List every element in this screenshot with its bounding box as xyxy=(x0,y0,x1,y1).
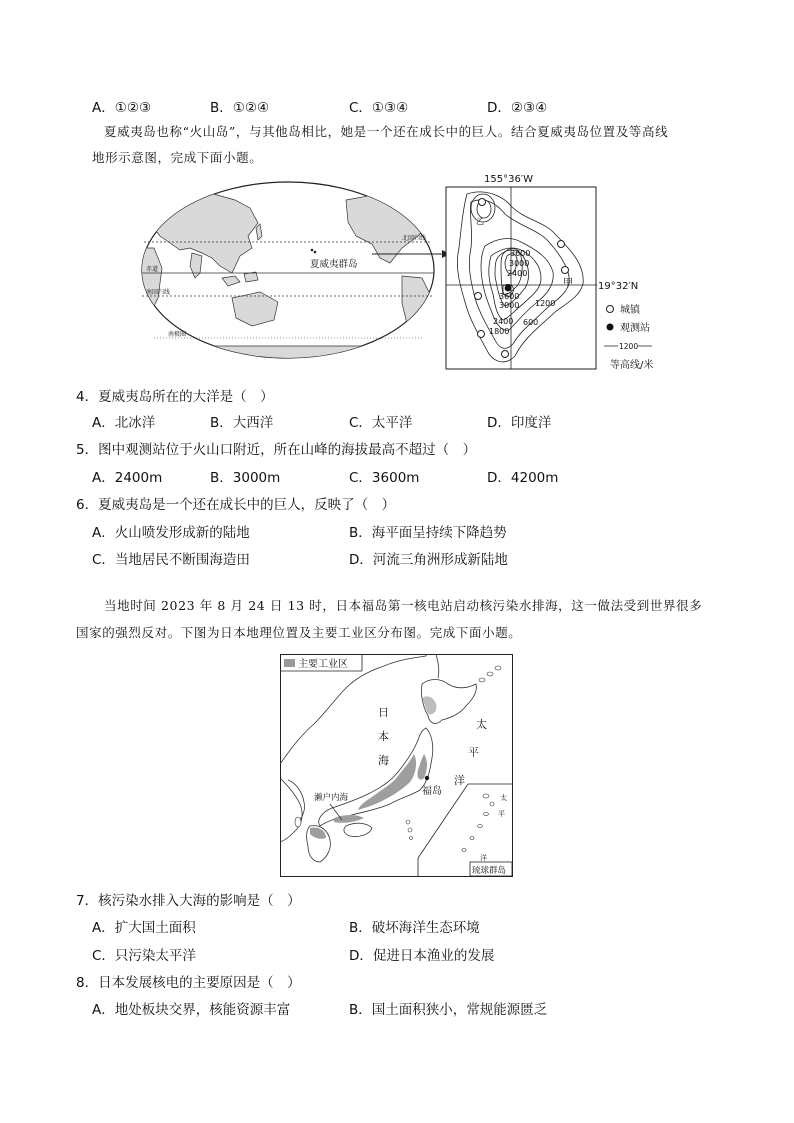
latitude-label: 19°32′N xyxy=(598,281,639,292)
q6-option-b: B．海平面呈持续下降趋势 xyxy=(349,525,507,541)
legend-industrial-zone: 主要工业区 xyxy=(298,659,348,670)
intro2-line2: 国家的强烈反对。下图为日本地理位置及主要工业区分布图。完成下面小题。 xyxy=(76,625,522,640)
q4-option-a: A．北冰洋 xyxy=(92,415,156,431)
contour-level-3000: 3000 xyxy=(509,259,530,268)
contour-level-3600b: 3600 xyxy=(499,292,520,301)
pacific-char-3: 洋 xyxy=(454,774,465,787)
label-antarctic-circle: 南极圈 xyxy=(168,331,187,338)
q6-option-a: A．火山喷发形成新的陆地 xyxy=(92,525,250,541)
label-equator: 赤道 xyxy=(146,266,159,273)
q6-option-d: D．河流三角洲形成新陆地 xyxy=(349,552,508,568)
option-a: A．①②③ xyxy=(92,100,152,116)
japan-map xyxy=(280,654,513,877)
intro2-line1: 当地时间 2023 年 8 月 24 日 13 时，日本福岛第一核电站启动核污染水排海，这一做法受到世界很多 xyxy=(104,598,703,613)
q4-option-d: D．印度洋 xyxy=(487,415,552,431)
label-tropic-north: 北回归线 xyxy=(402,235,427,242)
q5-option-a: A．2400m xyxy=(92,470,163,486)
station-legend-icon xyxy=(607,324,614,331)
label-jia: 甲 xyxy=(563,278,573,289)
question-7: 7．核污染水排入大海的影响是（ ） xyxy=(76,893,301,909)
contour-map xyxy=(445,186,597,370)
sea-of-japan-char-1: 日 xyxy=(378,706,389,719)
contour-level-1200: 1200 xyxy=(535,299,556,308)
q8-option-b: B．国土面积狭小，常规能源匮乏 xyxy=(349,1002,548,1018)
legend-contour-value: 1200 xyxy=(619,342,639,351)
q6-option-c: C．当地居民不断围海造田 xyxy=(92,552,250,568)
inset-pacific-char-1: 太 xyxy=(500,794,507,802)
label-tropic-south: 南回归线 xyxy=(146,289,171,296)
question-6: 6．夏威夷岛是一个还在成长中的巨人，反映了（ ） xyxy=(76,497,396,513)
q4-option-b: B．大西洋 xyxy=(210,415,274,431)
industrial-zone-legend-swatch xyxy=(284,659,295,667)
label-yi: 乙 xyxy=(476,217,484,226)
inset-pacific-char-2: 平 xyxy=(498,810,505,818)
contour-level-2400b: 2400 xyxy=(493,317,514,326)
q5-option-b: B．3000m xyxy=(210,470,281,486)
intro1-line2: 地形示意图，完成下面小题。 xyxy=(92,150,263,165)
q7-option-c: C．只污染太平洋 xyxy=(92,948,196,964)
q7-option-d: D．促进日本渔业的发展 xyxy=(349,948,495,964)
contour-level-1800: 1800 xyxy=(489,327,510,336)
pacific-char-1: 太 xyxy=(476,718,487,731)
label-hawaii: 夏威夷群岛 xyxy=(310,259,358,270)
question-8: 8．日本发展核电的主要原因是（ ） xyxy=(76,975,301,991)
option-c: C．①③④ xyxy=(349,100,409,116)
contour-legend xyxy=(604,302,674,372)
sea-of-japan-char-3: 海 xyxy=(378,754,389,767)
q7-option-a: A．扩大国土面积 xyxy=(92,920,196,936)
legend-contour: 等高线/米 xyxy=(610,360,654,371)
contour-level-600: 600 xyxy=(523,318,539,327)
intro1-line1: 夏威夷岛也称“火山岛”，与其他岛相比，她是一个还在成长中的巨人。结合夏威夷岛位置及等高线 xyxy=(104,124,669,139)
label-ryukyu-islands: 琉球群岛 xyxy=(472,866,507,876)
longitude-label: 155°36′W xyxy=(484,174,533,185)
option-b: B．①②④ xyxy=(210,100,270,116)
label-fukushima: 福岛 xyxy=(422,786,442,797)
contour-level-3600: 3600 xyxy=(510,249,531,258)
q5-option-d: D．4200m xyxy=(487,470,559,486)
town-legend-icon xyxy=(607,306,614,313)
contour-level-3000b: 3000 xyxy=(499,301,520,310)
label-seto-inland-sea: 濑户内海 xyxy=(314,793,349,803)
q5-option-c: C．3600m xyxy=(349,470,420,486)
option-d: D．②③④ xyxy=(487,100,548,116)
question-4: 4．夏威夷岛所在的大洋是（ ） xyxy=(76,389,274,405)
pointer-arrow xyxy=(300,246,450,266)
pacific-char-2: 平 xyxy=(468,746,479,759)
legend-station: 观测站 xyxy=(620,323,650,334)
contour-level-2400: 2400 xyxy=(507,269,528,278)
question-5: 5．图中观测站位于火山口附近，所在山峰的海拔最高不超过（ ） xyxy=(76,442,477,458)
legend-town: 城镇 xyxy=(620,305,640,316)
q4-option-c: C．太平洋 xyxy=(349,415,413,431)
q7-option-b: B．破坏海洋生态环境 xyxy=(349,920,480,936)
inset-pacific-char-3: 洋 xyxy=(480,854,487,862)
q8-option-a: A．地处板块交界，核能资源丰富 xyxy=(92,1002,291,1018)
sea-of-japan-char-2: 本 xyxy=(378,730,389,743)
world-map xyxy=(140,178,445,368)
